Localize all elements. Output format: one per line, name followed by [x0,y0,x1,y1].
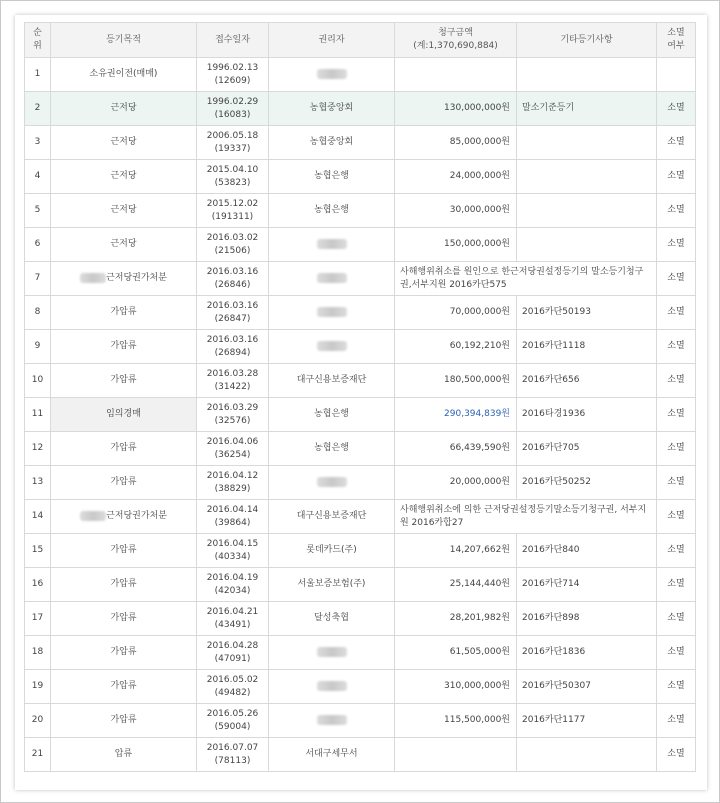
cell-status: 소멸 [657,126,696,160]
table-body [25,58,696,772]
cell-etc [517,228,657,262]
cell-holder: 농협중앙회 [269,126,395,160]
cell-amount: 14,207,662원 [395,534,517,568]
cell-etc: 2016카단714 [517,568,657,602]
cell-date: 2016.03.16 (26894) [197,330,269,364]
cell-seq: 12 [25,432,51,466]
cell-etc: 2016카단840 [517,534,657,568]
table-row [25,194,696,228]
cell-holder: 농협중앙회 [269,92,395,126]
cell-holder: 대구신용보증재단 [269,364,395,398]
cell-amount: 115,500,000원 [395,704,517,738]
cell-amount: 180,500,000원 [395,364,517,398]
cell-status: 소멸 [657,568,696,602]
cell-purpose: 근저당 [51,92,197,126]
table-row [25,738,696,772]
table-row [25,500,696,534]
table-row [25,466,696,500]
cell-etc: 2016카단1177 [517,704,657,738]
cell-purpose: 근저당권가처분 [51,500,197,534]
registry-table [24,22,696,772]
cell-date: 2016.04.15 (40334) [197,534,269,568]
cell-holder [269,704,395,738]
cell-etc [517,126,657,160]
cell-seq: 20 [25,704,51,738]
table-row [25,398,696,432]
cell-amount [395,738,517,772]
cell-seq: 13 [25,466,51,500]
table-row [25,330,696,364]
cell-holder [269,296,395,330]
table-row [25,704,696,738]
cell-status: 소멸 [657,534,696,568]
cell-holder: 농협은행 [269,160,395,194]
cell-seq: 16 [25,568,51,602]
cell-seq: 11 [25,398,51,432]
cell-date: 2016.03.29 (32576) [197,398,269,432]
cell-amount: 66,439,590원 [395,432,517,466]
cell-etc: 2016카단1836 [517,636,657,670]
cell-seq: 1 [25,58,51,92]
cell-date: 2016.07.07 (78113) [197,738,269,772]
cell-date: 2016.03.16 (26847) [197,296,269,330]
cell-holder: 롯데카드(주) [269,534,395,568]
cell-status: 소멸 [657,398,696,432]
cell-holder: 대구신용보증재단 [269,500,395,534]
cell-amount: 61,505,000원 [395,636,517,670]
cell-date: 2016.03.02 (21506) [197,228,269,262]
cell-amount: 60,192,210원 [395,330,517,364]
cell-seq: 4 [25,160,51,194]
cell-date: 2015.04.10 (53823) [197,160,269,194]
cell-seq: 5 [25,194,51,228]
cell-etc: 2016카단50193 [517,296,657,330]
cell-purpose: 근저당권가처분 [51,262,197,296]
redacted-name [317,647,347,657]
cell-etc: 2016카단50252 [517,466,657,500]
cell-etc [517,160,657,194]
cell-amount [395,58,517,92]
cell-status: 소멸 [657,466,696,500]
cell-purpose: 가압류 [51,432,197,466]
table-row [25,228,696,262]
cell-status: 소멸 [657,500,696,534]
cell-purpose: 근저당 [51,194,197,228]
cell-purpose: 근저당 [51,126,197,160]
table-row [25,296,696,330]
cell-status: 소멸 [657,296,696,330]
cell-seq: 21 [25,738,51,772]
header-purpose: 등기목적 [51,23,197,58]
cell-seq: 14 [25,500,51,534]
redacted-name [317,681,347,691]
cell-date: 2016.04.14 (39864) [197,500,269,534]
cell-etc: 2016카단898 [517,602,657,636]
header-amount: 청구금액 (계:1,370,690,884) [395,23,517,58]
cell-purpose: 가압류 [51,636,197,670]
cell-amount: 25,144,440원 [395,568,517,602]
cell-status: 소멸 [657,160,696,194]
cell-etc [517,58,657,92]
table-row [25,670,696,704]
cell-etc: 말소기준등기 [517,92,657,126]
cell-status: 소멸 [657,602,696,636]
cell-date: 2016.03.28 (31422) [197,364,269,398]
redacted-name [317,69,347,79]
cell-etc: 2016카단1118 [517,330,657,364]
redacted-name [317,715,347,725]
cell-purpose: 가압류 [51,704,197,738]
cell-holder [269,466,395,500]
cell-amount: 28,201,982원 [395,602,517,636]
cell-date: 2016.05.26 (59004) [197,704,269,738]
table-row [25,364,696,398]
table-row [25,602,696,636]
cell-seq: 18 [25,636,51,670]
cell-amount: 85,000,000원 [395,126,517,160]
cell-holder: 농협은행 [269,194,395,228]
header-holder: 권리자 [269,23,395,58]
cell-amount: 310,000,000원 [395,670,517,704]
redacted-name [317,307,347,317]
cell-holder: 달성축협 [269,602,395,636]
cell-status: 소멸 [657,670,696,704]
cell-holder [269,330,395,364]
cell-purpose: 가압류 [51,534,197,568]
cell-status: 소멸 [657,262,696,296]
cell-etc: 2016타경1936 [517,398,657,432]
cell-status: 소멸 [657,738,696,772]
cell-seq: 10 [25,364,51,398]
cell-date: 2016.04.06 (36254) [197,432,269,466]
header-seq: 순 위 [25,23,51,58]
cell-purpose: 임의경매 [51,398,197,432]
table-row [25,58,696,92]
cell-holder: 농협은행 [269,398,395,432]
cell-seq: 2 [25,92,51,126]
cell-status: 소멸 [657,364,696,398]
cell-status: 소멸 [657,194,696,228]
cell-etc: 2016카단50307 [517,670,657,704]
redacted-name [317,341,347,351]
cell-purpose: 가압류 [51,296,197,330]
redacted-name [80,273,106,283]
cell-status: 소멸 [657,92,696,126]
header-status: 소멸 여부 [657,23,696,58]
cell-etc [517,738,657,772]
cell-seq: 17 [25,602,51,636]
table-row [25,432,696,466]
cell-date: 2016.05.02 (49482) [197,670,269,704]
cell-date: 1996.02.29 (16083) [197,92,269,126]
cell-date: 2016.04.19 (42034) [197,568,269,602]
cell-amount: 130,000,000원 [395,92,517,126]
cell-etc-note: 사해행위취소에 의한 근저당권설정등기말소등기청구권, 서부지원 2016카합27 [395,500,657,534]
cell-purpose: 가압류 [51,466,197,500]
cell-purpose: 가압류 [51,568,197,602]
cell-amount: 150,000,000원 [395,228,517,262]
cell-holder: 서대구세무서 [269,738,395,772]
cell-status [657,58,696,92]
cell-date: 2016.04.28 (47091) [197,636,269,670]
cell-holder: 서울보증보험(주) [269,568,395,602]
cell-status: 소멸 [657,228,696,262]
cell-seq: 8 [25,296,51,330]
redacted-name [317,239,347,249]
cell-amount: 24,000,000원 [395,160,517,194]
cell-seq: 19 [25,670,51,704]
redacted-name [317,477,347,487]
redacted-name [317,273,347,283]
cell-purpose: 압류 [51,738,197,772]
cell-amount: 290,394,839원 [395,398,517,432]
cell-etc: 2016카단656 [517,364,657,398]
table-row [25,636,696,670]
cell-etc-note: 사해행위취소를 원인으로 한근저당권설정등기의 말소등기청구권,서부지원 2016카단575 [395,262,657,296]
cell-holder [269,262,395,296]
cell-purpose: 근저당 [51,160,197,194]
cell-seq: 9 [25,330,51,364]
cell-holder [269,670,395,704]
cell-date: 2016.03.16 (26846) [197,262,269,296]
cell-date: 1996.02.13 (12609) [197,58,269,92]
cell-date: 2016.04.21 (43491) [197,602,269,636]
cell-purpose: 가압류 [51,602,197,636]
cell-holder [269,58,395,92]
table-row [25,534,696,568]
cell-purpose: 가압류 [51,330,197,364]
cell-purpose: 근저당 [51,228,197,262]
cell-holder: 농협은행 [269,432,395,466]
cell-amount: 30,000,000원 [395,194,517,228]
cell-etc: 2016카단705 [517,432,657,466]
cell-status: 소멸 [657,432,696,466]
cell-status: 소멸 [657,704,696,738]
cell-holder [269,636,395,670]
cell-status: 소멸 [657,636,696,670]
table-row [25,92,696,126]
table-row [25,126,696,160]
cell-etc [517,194,657,228]
cell-date: 2006.05.18 (19337) [197,126,269,160]
table-row [25,262,696,296]
cell-status: 소멸 [657,330,696,364]
cell-purpose: 가압류 [51,670,197,704]
table-header-row [25,23,696,58]
cell-purpose: 소유권이전(매매) [51,58,197,92]
cell-seq: 3 [25,126,51,160]
header-date: 접수일자 [197,23,269,58]
redacted-name [80,511,106,521]
table-row [25,568,696,602]
cell-holder [269,228,395,262]
cell-date: 2015.12.02 (191311) [197,194,269,228]
cell-seq: 7 [25,262,51,296]
cell-purpose: 가압류 [51,364,197,398]
cell-amount: 20,000,000원 [395,466,517,500]
header-etc: 기타등기사항 [517,23,657,58]
table-row [25,160,696,194]
cell-seq: 6 [25,228,51,262]
cell-date: 2016.04.12 (38829) [197,466,269,500]
cell-amount: 70,000,000원 [395,296,517,330]
cell-seq: 15 [25,534,51,568]
